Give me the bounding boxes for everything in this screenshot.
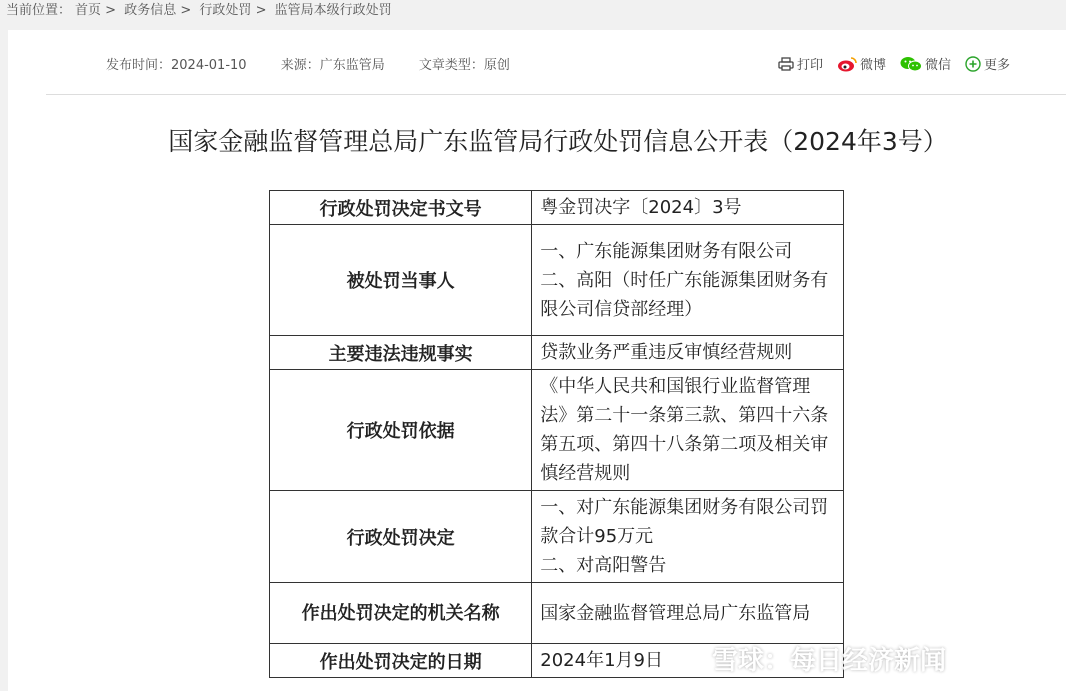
watermark: 雪球：每日经济新闻 [712, 646, 947, 676]
value-line: 二、高阳（时任广东能源集团财务有限公司信贷部经理） [540, 269, 829, 320]
row-value: 国家金融监督管理总局广东监管局 [532, 583, 844, 644]
breadcrumb-separator: > [255, 3, 267, 18]
row-value: 粤金罚决字〔2024〕3号 [532, 191, 844, 225]
breadcrumb-penalty-link[interactable]: 行政处罚 [199, 3, 252, 18]
weibo-label: 微博 [860, 58, 887, 73]
wechat-label: 微信 [925, 58, 952, 73]
article-panel [8, 30, 1066, 691]
breadcrumb-gov-info-link[interactable]: 政务信息 [124, 3, 177, 18]
breadcrumb-separator: > [180, 3, 192, 18]
table-row [270, 336, 844, 370]
breadcrumb [0, 0, 1066, 22]
value-line: 二、对高阳警告 [540, 555, 667, 576]
printer-icon [778, 57, 794, 71]
row-value [532, 491, 844, 583]
row-value: 贷款业务严重违反审慎经营规则 [532, 336, 844, 370]
print-button[interactable] [778, 54, 823, 73]
weibo-icon [837, 56, 857, 72]
row-key: 行政处罚决定书文号 [270, 191, 532, 225]
wechat-icon [900, 56, 922, 72]
table-row [270, 583, 844, 644]
source: 来源：广东监管局 [280, 58, 385, 73]
value-line: 一、对广东能源集团财务有限公司罚款合计95万元 [540, 497, 829, 547]
wechat-share-button[interactable] [900, 54, 951, 73]
article-type: 文章类型：原创 [418, 58, 510, 73]
weibo-share-button[interactable] [837, 54, 886, 73]
publish-time: 发布时间：2024-01-10 [106, 58, 247, 73]
row-key: 被处罚当事人 [270, 225, 532, 336]
value-line: 一、广东能源集团财务有限公司 [540, 240, 793, 262]
plus-circle-icon [965, 56, 981, 72]
penalty-info-table [269, 190, 844, 678]
row-key: 行政处罚决定 [270, 491, 532, 583]
row-key: 作出处罚决定的机关名称 [270, 583, 532, 644]
row-key: 主要违法违规事实 [270, 336, 532, 370]
table-row [270, 191, 844, 225]
row-value [532, 225, 844, 336]
table-row [270, 225, 844, 336]
divider [46, 94, 1066, 95]
row-value: 《中华人民共和国银行业监督管理法》第二十一条第三款、第四十六条第五项、第四十八条第二项及相关审慎经营规则 [532, 370, 844, 491]
article-meta [106, 54, 540, 73]
breadcrumb-local-penalty-link[interactable]: 监管局本级行政处罚 [274, 3, 392, 18]
print-label: 打印 [797, 58, 824, 73]
row-key: 作出处罚决定的日期 [270, 644, 532, 678]
breadcrumb-label: 当前位置： [6, 3, 72, 18]
page-title: 国家金融监督管理总局广东监管局行政处罚信息公开表（2024年3号） [168, 127, 948, 156]
row-key: 行政处罚依据 [270, 370, 532, 491]
breadcrumb-home-link[interactable]: 首页 [75, 3, 102, 18]
share-toolbar [778, 54, 1010, 73]
more-share-button[interactable] [965, 54, 1010, 73]
row-value: 2024年1月9日 [532, 644, 844, 678]
breadcrumb-separator: > [105, 3, 117, 18]
more-label: 更多 [984, 58, 1011, 73]
table-row [270, 491, 844, 583]
table-row [270, 370, 844, 491]
